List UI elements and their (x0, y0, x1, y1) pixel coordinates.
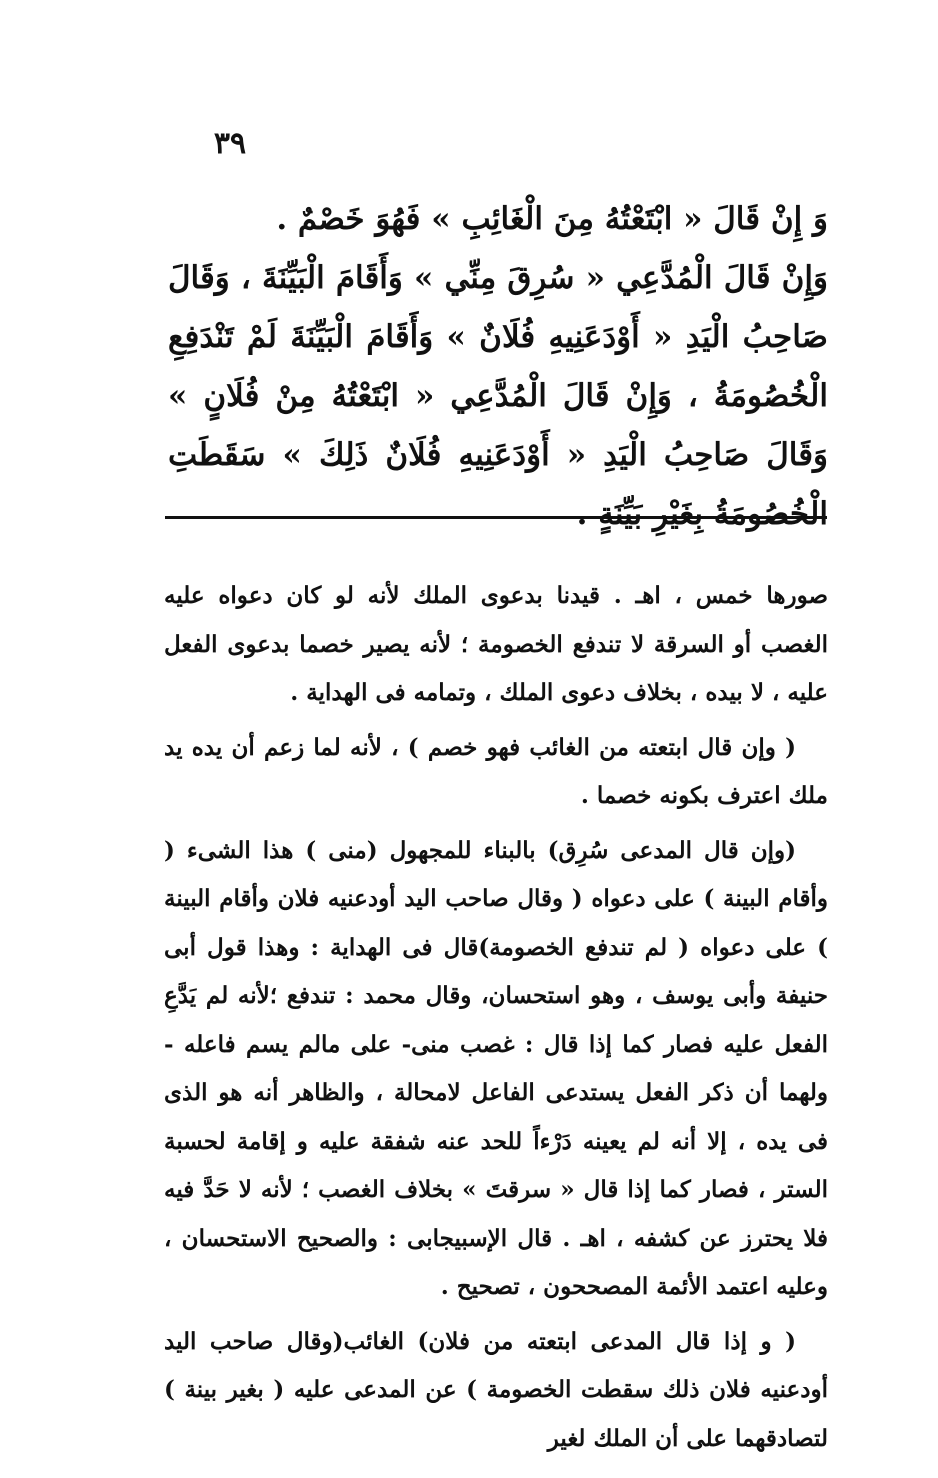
commentary-paragraph: ( و إذا قال المدعى ابتعته من فلان) الغائب(وقال صاحب اليد أودعنيه فلان ذلك سقطت الخصومة ) عن المدعى عليه ( بغير بينة ) لتصادقهما على أن الملك لغير (164, 1327, 828, 1452)
commentary-text (164, 572, 828, 1469)
main-text-paragraph: وَ إِنْ قَالَ « ابْتَعْتُهُ مِنَ الْغَائِبِ » فَهُوَ خَصْمٌ . (276, 201, 828, 237)
commentary-paragraph: (وإن قال المدعى سُرِق) بالبناء للمجهول (منى ) هذا الشىء ( وأقام البينة ) على دعواه ( وقال صاحب اليد أودعنيه فلان وأقام البينة ) على دعواه ( لم تندفع الخصومة)قال فى الهداية : وهذا قول أبى حنيفة وأبى يوسف ، وهو استحسان، وقال محمد : تندفع ؛لأنه لم يَدَّعِ الفعل عليه فصار كما إذا قال : غصب منى- على مالم يسم فاعله - ولهما أن ذكر الفعل يستدعى الفاعل لامحالة ، والظاهر أنه هو الذى فى يده ، إلا أنه لم يعينه دَرْءاً للحد عنه شفقة عليه و إقامة لحسبة الستر ، فصار كما إذا قال « سرقتَ » بخلاف الغصب ؛ لأنه لا حَدَّ فيه فلا يحترز عن كشفه ، اهـ . قال الإسبيجابى : والصحيح الاستحسان ، وعليه اعتمد الأئمة المصححون ، تصحيح . (164, 836, 828, 1300)
separator-rule (165, 516, 827, 519)
main-text-paragraph: وَإِنْ قَالَ الْمُدَّعِي « سُرِقَ مِنِّي » وَأَقَامَ الْبَيِّنَةَ ، وَقَالَ صَاحِبُ الْيَدِ « أَوْدَعَنِيهِ فُلَانٌ » وَأَقَامَ الْبَيِّنَةَ لَمْ تَنْدَفِعِ الْخُصُومَةُ ، وَإِنْ قَالَ الْمُدَّعِي « ابْتَعْتُهُ مِنْ فُلَانٍ » وَقَالَ صَاحِبُ الْيَدِ « أَوْدَعَنِيهِ فُلَانٌ ذَلِكَ » سَقَطَتِ الْخُصُومَةُ بِغَيْرِ بَيِّنَةٍ . (168, 260, 828, 532)
commentary-paragraph: صورها خمس ، اهـ . قيدنا بدعوى الملك لأنه لو كان دعواه عليه الغصب أو السرقة لا تندفع الخصومة ؛ لأنه يصير خصما بدعوى الفعل عليه ، لا بيده ، بخلاف دعوى الملك ، وتمامه فى الهداية . (164, 582, 828, 706)
page-number: ٣٩ (213, 126, 247, 161)
commentary-paragraph: ( وإن قال ابتعته من الغائب فهو خصم ) ، لأنه لما زعم أن يده يد ملك اعترف بكونه خصما . (164, 733, 828, 809)
main-text (168, 190, 828, 544)
